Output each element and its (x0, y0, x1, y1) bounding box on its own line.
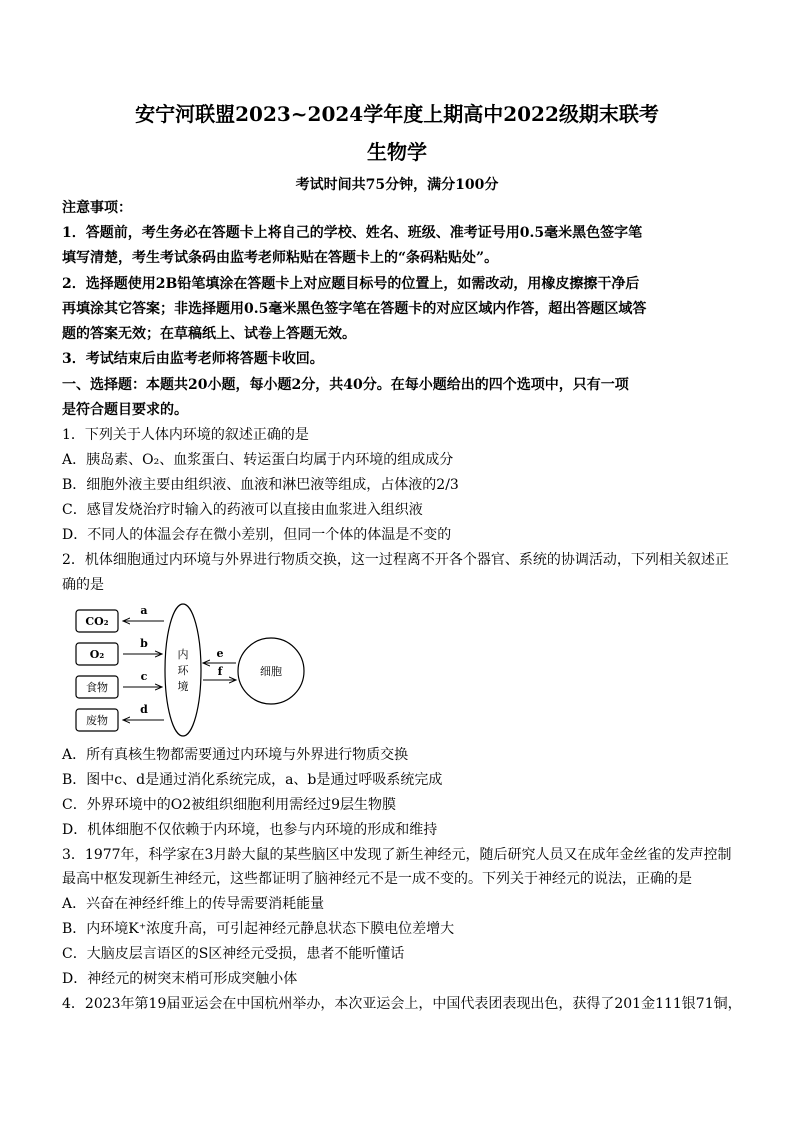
question-1-option-d: D．不同人的体温会存在微小差别，但同一个体的体温是不变的 (62, 527, 452, 543)
question-3-stem: 3．1977年，科学家在3月龄大鼠的某些脑区中发现了新生神经元，随后研究人员又在成年金丝雀的发声控制 (62, 847, 732, 863)
internal-environment-label: 境 (177, 680, 189, 693)
question-3-option-a: A．兴奋在神经纤维上的传导需要消耗能量 (62, 896, 325, 912)
question-3-stem-cont: 最高中枢发现新生神经元，这些都证明了脑神经元不是一成不变的。下列关于神经元的说法，正确的是 (62, 871, 692, 887)
question-2-option-a: A．所有真核生物都需要通过内环境与外界进行物质交换 (62, 747, 409, 763)
co2-label: CO₂ (85, 615, 109, 628)
arrow-f-label: f (217, 665, 223, 678)
note-line: 1．答题前，考生务必在答题卡上将自己的学校、姓名、班级、准考证号用0.5毫米黑色签字笔 (62, 225, 643, 241)
question-1-option-b: B．细胞外液主要由组织液、血液和淋巴液等组成，占体液的2/3 (62, 477, 459, 493)
waste-label: 废物 (86, 714, 108, 727)
arrow-d-label: d (140, 703, 148, 716)
cell-label: 细胞 (260, 665, 282, 678)
note-line: 2．选择题使用2B铅笔填涂在答题卡上对应题目标号的位置上，如需改动，用橡皮擦擦干净后 (62, 276, 640, 292)
exchange-diagram (74, 596, 324, 742)
section-heading: 一、选择题：本题共20小题，每小题2分，共40分。在每小题给出的四个选项中，只有一项 (62, 377, 629, 393)
notes-heading: 注意事项： (62, 200, 132, 216)
question-1-option-c: C．感冒发烧治疗时输入的药液可以直接由血浆进入组织液 (62, 502, 423, 518)
section-heading-cont: 是符合题目要求的。 (62, 402, 188, 418)
question-2-stem: 2．机体细胞通过内环境与外界进行物质交换，这一过程离不开各个器官、系统的协调活动，下列相关叙述正 (62, 552, 729, 568)
question-3-option-b: B．内环境K⁺浓度升高，可引起神经元静息状态下膜电位差增大 (62, 921, 455, 937)
question-3-option-d: D．神经元的树突末梢可形成突触小体 (62, 971, 298, 987)
exam-time-info: 考试时间共75分钟，满分100分 (295, 177, 499, 193)
arrow-c-label: c (140, 670, 148, 683)
exam-title: 安宁河联盟2023~2024学年度上期高中2022级期末联考 (135, 102, 659, 126)
note-line: 填写清楚，考生考试条码由监考老师粘贴在答题卡上的“条码粘贴处”。 (62, 250, 499, 266)
arrow-b-label: b (140, 637, 148, 650)
question-2-option-c: C．外界环境中的O2被组织细胞利用需经过9层生物膜 (62, 797, 397, 813)
question-2-stem-cont: 确的是 (62, 577, 104, 593)
question-2-option-b: B．图中c、d是通过消化系统完成，a、b是通过呼吸系统完成 (62, 772, 443, 788)
note-line: 再填涂其它答案；非选择题用0.5毫米黑色签字笔在答题卡的对应区域内作答，超出答题区域答 (62, 301, 647, 317)
o2-label: O₂ (89, 648, 105, 661)
question-4-stem: 4．2023年第19届亚运会在中国杭州举办，本次亚运会上，中国代表团表现出色，获得了201金111银71铜， (62, 996, 742, 1012)
internal-environment-label: 内 (177, 648, 189, 661)
note-line: 题的答案无效；在草稿纸上、试卷上答题无效。 (62, 326, 356, 342)
question-1-stem: 1．下列关于人体内环境的叙述正确的是 (62, 427, 309, 443)
note-line: 3．考试结束后由监考老师将答题卡收回。 (62, 351, 324, 367)
food-label: 食物 (86, 681, 108, 694)
arrow-e-label: e (216, 647, 224, 660)
arrow-a-label: a (140, 604, 148, 617)
question-1-option-a: A．胰岛素、O₂、血浆蛋白、转运蛋白均属于内环境的组成成分 (62, 452, 454, 468)
internal-environment-label: 环 (177, 664, 189, 677)
question-3-option-c: C．大脑皮层言语区的S区神经元受损，患者不能听懂话 (62, 946, 405, 962)
question-2-option-d: D．机体细胞不仅依赖于内环境，也参与内环境的形成和维持 (62, 822, 438, 838)
subject-title: 生物学 (367, 140, 427, 164)
